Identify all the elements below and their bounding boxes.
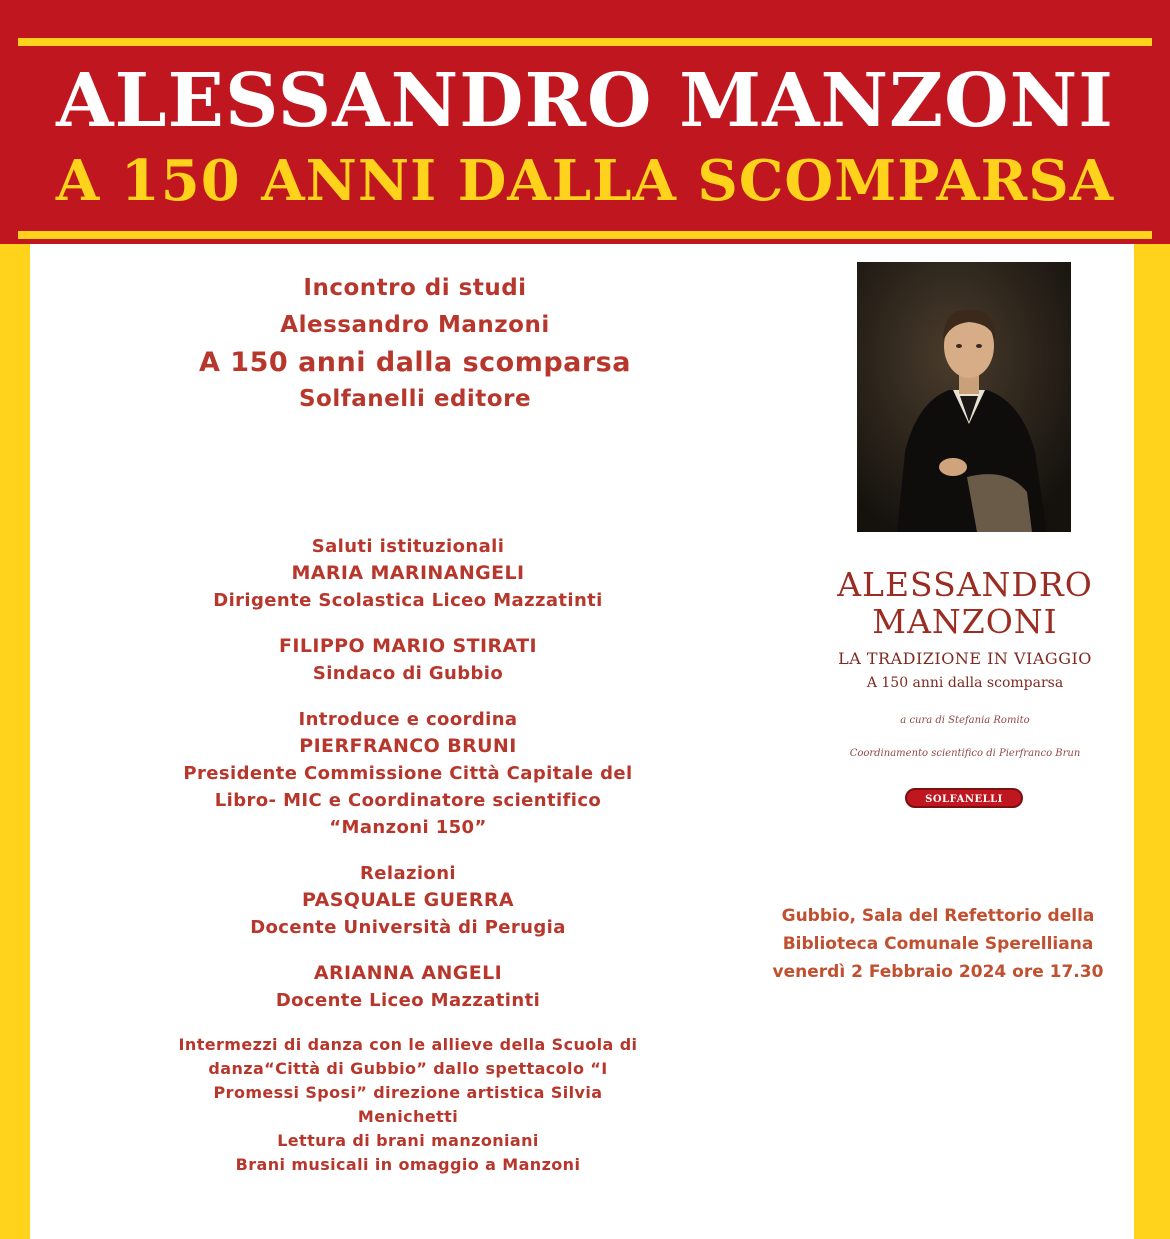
venue-datetime: venerdì 2 Febbraio 2024 ore 17.30	[772, 962, 1104, 982]
venue-line: Gubbio, Sala del Refettorio della	[781, 906, 1095, 926]
notes-line: Lettura di brani manzoniani	[277, 1131, 539, 1150]
top-gold-line	[18, 38, 1152, 46]
book-title-line: MANZONI	[872, 602, 1058, 641]
intro-label: Introduce e coordina	[298, 709, 518, 730]
speaker-role: Docente Università di Perugia	[250, 917, 566, 938]
speaker-name: PIERFRANCO BRUNI	[299, 735, 517, 757]
book-coordination: Coordinamento scientifico di Pierfranco Brun	[849, 748, 1081, 759]
speaker-name: ARIANNA ANGELI	[313, 962, 503, 984]
venue-info	[752, 902, 1124, 986]
manzoni-portrait	[857, 262, 1071, 532]
speaker-role: Sindaco di Gubbio	[312, 663, 504, 684]
teacher-block	[40, 960, 776, 1014]
speaker-role: Docente Liceo Mazzatinti	[275, 990, 541, 1011]
header-banner	[0, 0, 1170, 244]
program-notes	[40, 1033, 776, 1177]
book-subtitle-2: A 150 anni dalla scomparsa	[866, 675, 1064, 691]
notes-line: danza“Città di Gubbio” dallo spettacolo “I	[208, 1059, 608, 1078]
notes-line: Brani musicali in omaggio a Manzoni	[235, 1155, 581, 1174]
speaker-name: MARIA MARINANGELI	[291, 562, 525, 584]
left-yellow-border	[0, 244, 30, 1239]
intro-block	[40, 706, 776, 841]
heading-line-3: A 150 anni dalla scomparsa	[199, 347, 631, 378]
talks-block	[40, 860, 776, 941]
speaker-role-line: Presidente Commissione Città Capitale del	[183, 763, 633, 784]
speaker-name: PASQUALE GUERRA	[302, 889, 514, 911]
portrait-image	[857, 262, 1071, 532]
speaker-role-line: “Manzoni 150”	[329, 817, 487, 838]
banner-subtitle: A 150 ANNI DALLA SCOMPARSA	[55, 148, 1115, 214]
program	[40, 533, 776, 1177]
book-editor: a cura di Stefania Romito	[900, 715, 1030, 726]
notes-line: Promessi Sposi” direzione artistica Silvia	[213, 1083, 603, 1102]
talks-label: Relazioni	[360, 863, 456, 884]
speaker-role: Dirigente Scolastica Liceo Mazzatinti	[213, 590, 603, 611]
bottom-gold-line	[18, 231, 1152, 239]
heading-line-2: Alessandro Manzoni	[280, 312, 550, 338]
notes-line: Intermezzi di danza con le allieve della Scuola di	[178, 1035, 638, 1054]
notes-line: Menichetti	[357, 1107, 459, 1126]
book-title-line: ALESSANDRO	[837, 565, 1093, 604]
venue-line: Biblioteca Comunale Sperelliana	[782, 934, 1094, 954]
banner-title: ALESSANDRO MANZONI	[56, 58, 1114, 144]
speaker-name: FILIPPO MARIO STIRATI	[279, 635, 537, 657]
book-subtitle: LA TRADIZIONE IN VIAGGIO	[838, 649, 1092, 668]
right-yellow-border	[1134, 244, 1170, 1239]
publisher-badge: SOLFANELLI	[905, 788, 1023, 808]
heading-line-1: Incontro di studi	[303, 275, 527, 301]
greetings-block	[40, 533, 776, 614]
mayor-block	[40, 633, 776, 687]
heading-line-4: Solfanelli editore	[298, 386, 532, 412]
event-heading	[40, 270, 790, 418]
book-title	[800, 566, 1130, 640]
speaker-role-line: Libro- MIC e Coordinatore scientifico	[214, 790, 602, 811]
greetings-label: Saluti istituzionali	[311, 536, 505, 557]
